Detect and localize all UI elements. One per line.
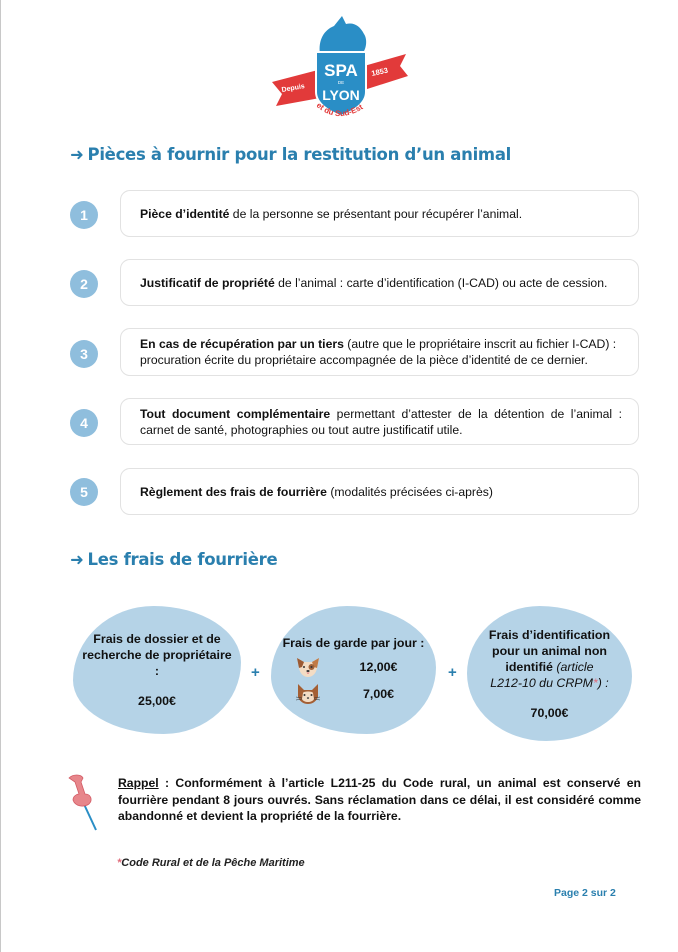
step-text: permettant d’attester de la détention de l’animal : carnet de santé, photographies ou tout autre justificatif utile. [140, 406, 622, 437]
step-text: (autre que le propriétaire inscrit au fichier I-CAD) : procuration écrite du propriétaire accompagnée de la pièce d’identité de ce dernier. [140, 337, 617, 367]
dog-face-icon [294, 656, 322, 678]
step-card [120, 398, 639, 445]
fee-row-cat [294, 683, 414, 705]
page-edge [0, 0, 1, 952]
plus-icon: + [251, 664, 260, 681]
footnote-star: * [117, 857, 122, 869]
logo-ribbon-left-text: Depuis [281, 83, 306, 94]
step-bold-text: Justificatif de propriété [140, 275, 275, 290]
section-title-text: Pièces à fournir pour la restitution d’un animal [87, 145, 512, 164]
step-bold-text: Pièce d’identité [140, 206, 230, 221]
fee-article-close: ) : [597, 675, 609, 690]
step-number-badge: 3 [70, 340, 98, 368]
fee-price: 25,00€ [138, 694, 176, 708]
arrow-right-icon: ➜ [70, 145, 84, 164]
logo-ribbon-right-text: 1853 [370, 65, 389, 78]
footnote-text: Code Rural et de la Pêche Maritime [121, 857, 305, 869]
logo-cat-icon [320, 16, 367, 54]
fee-label-line: identifié [505, 659, 553, 674]
fee-price-dog: 12,00€ [359, 660, 398, 674]
spa-lyon-logo [268, 10, 414, 118]
fee-article-open: (article [556, 659, 594, 674]
logo-lyon-text: LYON [322, 87, 360, 103]
section-title-frais [70, 550, 277, 569]
fee-bubble-dossier [73, 606, 241, 734]
rappel-body: : Conformément à l’article L211-25 du Code rural, un animal est conservé en fourrière pendant 8 jours ouvrés. Sans réclamation dans ce délai, il est considéré comme abandonné et devient la propriété de la fourrière. [118, 776, 641, 823]
fee-article-star: * [592, 675, 598, 690]
fee-article-ref: L212-10 du CRPM [490, 675, 593, 690]
step-text: (modalités précisées ci-après) [326, 484, 493, 499]
page-number: Page 2 sur 2 [554, 887, 616, 899]
fee-label-line: Frais d’identification [488, 627, 611, 642]
cat-face-icon [294, 683, 322, 705]
fee-price: 70,00€ [530, 705, 569, 720]
step-number-badge: 4 [70, 409, 98, 437]
step-card [120, 259, 639, 306]
rappel-text [118, 775, 641, 825]
arrow-right-icon: ➜ [70, 550, 84, 569]
pushpin-icon [63, 772, 103, 832]
fee-bubble-identification [467, 606, 632, 741]
step-number-badge: 2 [70, 270, 98, 298]
step-number-badge: 5 [70, 478, 98, 506]
step-card [120, 190, 639, 237]
step-card [120, 468, 639, 515]
step-text: de l’animal : carte d’identification (I-CAD) ou acte de cession. [274, 275, 608, 290]
fee-bubble-garde [271, 606, 436, 734]
section-title-text: Les frais de fourrière [87, 550, 278, 569]
fee-label-line: pour un animal non [492, 643, 607, 658]
step-text: de la personne se présentant pour récupérer l’animal. [229, 206, 523, 221]
rappel-label: Rappel [118, 776, 159, 790]
footnote [117, 857, 305, 869]
step-number-badge: 1 [70, 201, 98, 229]
step-bold-text: Règlement des frais de fourrière [140, 484, 327, 499]
step-bold-text: En cas de récupération par un tiers [140, 337, 344, 351]
fee-label: Frais de dossier et de recherche de propriétaire : [82, 632, 232, 678]
section-title-pieces [70, 145, 511, 164]
logo-de-text: DE [337, 80, 345, 85]
step-card [120, 328, 639, 376]
fee-price-cat: 7,00€ [362, 687, 394, 701]
fee-row-dog [294, 656, 414, 678]
plus-icon: + [448, 664, 457, 681]
logo-spa-text: SPA [324, 61, 358, 80]
fee-label: Frais de garde par jour : [282, 636, 425, 650]
logo-subtitle-text: et du Sud-Est [314, 100, 365, 118]
step-bold-text: Tout document complémentaire [140, 406, 331, 421]
